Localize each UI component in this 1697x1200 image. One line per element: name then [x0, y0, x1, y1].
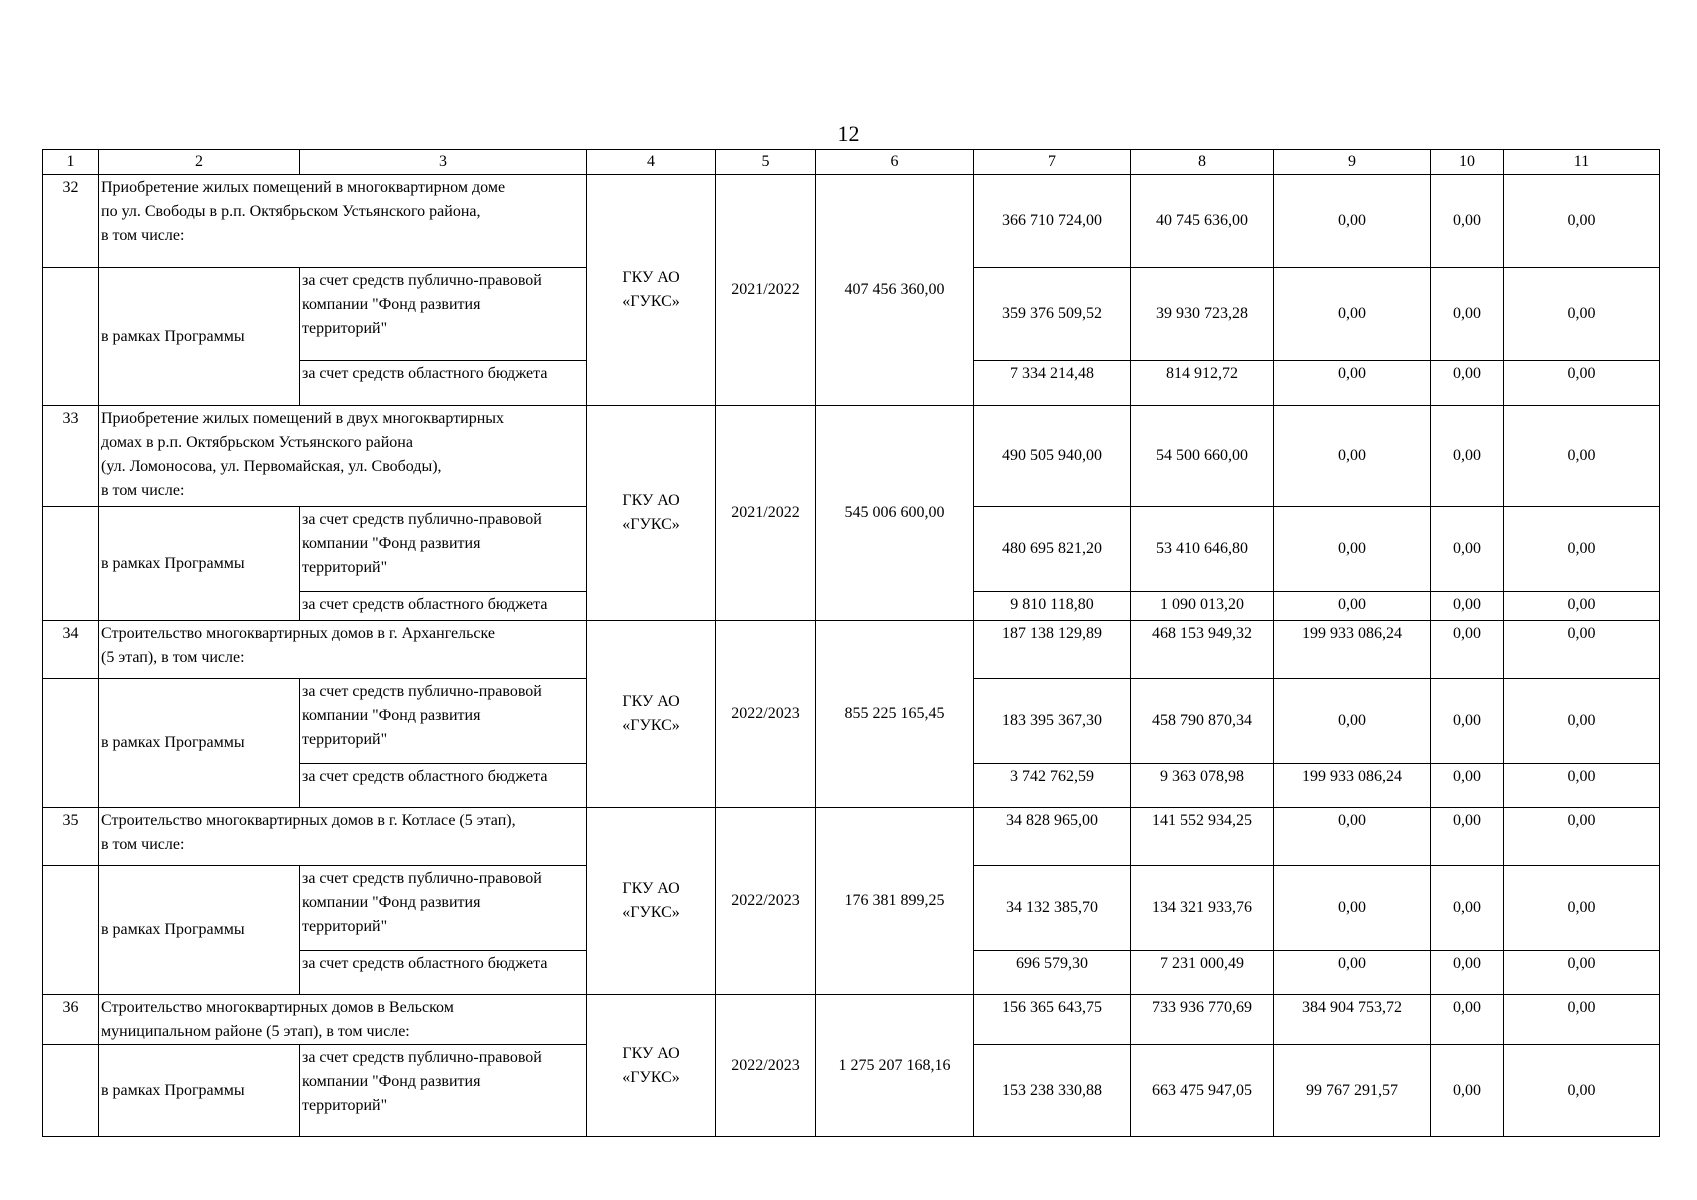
- value-cell: 0,00: [1431, 361, 1504, 406]
- customer-cell: [587, 406, 716, 621]
- value-cell: 54 500 660,00: [1131, 406, 1274, 507]
- table-row: [43, 406, 1660, 507]
- value-cell: 0,00: [1431, 406, 1504, 507]
- object-title: [99, 175, 587, 268]
- text-line: (ул. Ломоносова, ул. Первомайская, ул. Свободы),: [101, 458, 442, 475]
- value-cell: 814 912,72: [1131, 361, 1274, 406]
- text-line: муниципальном районе (5 этап), в том числе:: [101, 1023, 410, 1040]
- text-line: территорий": [302, 320, 388, 337]
- total-cost-cell: 545 006 600,00: [816, 406, 974, 621]
- header-cell: 9: [1274, 150, 1431, 175]
- row-number-empty: [43, 268, 99, 406]
- text-line: «ГУКС»: [622, 516, 680, 533]
- value-cell: 490 505 940,00: [974, 406, 1131, 507]
- header-cell: 8: [1131, 150, 1274, 175]
- value-cell: 0,00: [1431, 951, 1504, 995]
- total-cost-cell: 407 456 360,00: [816, 175, 974, 406]
- value-cell: 0,00: [1431, 507, 1504, 592]
- header-cell: 3: [300, 150, 587, 175]
- text-line: ГКУ АО: [622, 693, 680, 710]
- value-cell: 183 395 367,30: [974, 679, 1131, 764]
- row-number-empty: [43, 866, 99, 995]
- years-cell: 2021/2022: [716, 406, 816, 621]
- value-cell: 99 767 291,57: [1274, 1045, 1431, 1137]
- value-cell: 359 376 509,52: [974, 268, 1131, 361]
- header-cell: 11: [1504, 150, 1660, 175]
- header-cell: 6: [816, 150, 974, 175]
- value-cell: 0,00: [1504, 621, 1660, 679]
- value-cell: 9 363 078,98: [1131, 764, 1274, 808]
- text-line: за счет средств публично-правовой: [302, 511, 542, 528]
- value-cell: 0,00: [1504, 679, 1660, 764]
- text-line: по ул. Свободы в р.п. Октябрьском Устьянского района,: [101, 203, 481, 220]
- table-row: [43, 175, 1660, 268]
- object-title: [99, 995, 587, 1045]
- value-cell: 366 710 724,00: [974, 175, 1131, 268]
- value-cell: 0,00: [1431, 679, 1504, 764]
- row-number: 34: [43, 621, 99, 679]
- value-cell: 480 695 821,20: [974, 507, 1131, 592]
- value-cell: 0,00: [1504, 361, 1660, 406]
- value-cell: 199 933 086,24: [1274, 621, 1431, 679]
- program-label: в рамках Программы: [99, 268, 300, 406]
- value-cell: 0,00: [1504, 175, 1660, 268]
- investment-table: [42, 149, 1660, 1137]
- value-cell: 0,00: [1504, 507, 1660, 592]
- value-cell: 0,00: [1274, 507, 1431, 592]
- row-number-empty: [43, 679, 99, 808]
- value-cell: 40 745 636,00: [1131, 175, 1274, 268]
- value-cell: 7 231 000,49: [1131, 951, 1274, 995]
- text-line: Строительство многоквартирных домов в Вельском: [101, 999, 454, 1016]
- total-cost-cell: 176 381 899,25: [816, 808, 974, 995]
- value-cell: 0,00: [1431, 866, 1504, 951]
- text-line: территорий": [302, 559, 388, 576]
- text-line: Строительство многоквартирных домов в г. Архангельске: [101, 625, 495, 642]
- table-body: [43, 150, 1660, 1137]
- text-line: ГКУ АО: [622, 1044, 680, 1062]
- text-line: за счет средств публично-правовой: [302, 870, 542, 887]
- value-cell: 0,00: [1431, 621, 1504, 679]
- value-cell: 0,00: [1431, 175, 1504, 268]
- value-cell: 199 933 086,24: [1274, 764, 1431, 808]
- value-cell: 0,00: [1274, 268, 1431, 361]
- value-cell: 0,00: [1504, 1045, 1660, 1137]
- text-line: домах в р.п. Октябрьском Устьянского района: [101, 434, 413, 451]
- text-line: в том числе:: [101, 836, 185, 853]
- total-cost-cell: 1 275 207 168,16: [816, 995, 974, 1137]
- text-line: «ГУКС»: [622, 904, 680, 921]
- value-cell: 141 552 934,25: [1131, 808, 1274, 866]
- value-cell: 0,00: [1274, 866, 1431, 951]
- header-cell: 5: [716, 150, 816, 175]
- row-number-empty: [43, 1045, 99, 1137]
- text-line: территорий": [302, 731, 388, 748]
- text-line: ГКУ АО: [622, 880, 680, 897]
- value-cell: 9 810 118,80: [974, 592, 1131, 621]
- value-cell: 53 410 646,80: [1131, 507, 1274, 592]
- budget-source-label: за счет средств областного бюджета: [300, 361, 587, 406]
- text-line: (5 этап), в том числе:: [101, 649, 245, 666]
- row-number: 33: [43, 406, 99, 507]
- table-row: [43, 995, 1660, 1045]
- text-line: компании "Фонд развития: [302, 535, 481, 552]
- value-cell: 0,00: [1504, 406, 1660, 507]
- text-line: за счет средств публично-правовой: [302, 272, 542, 289]
- customer-cell: [587, 808, 716, 995]
- text-line: в том числе:: [101, 482, 185, 499]
- header-cell: 1: [43, 150, 99, 175]
- text-line: «ГУКС»: [622, 717, 680, 734]
- row-number: 36: [43, 995, 99, 1045]
- value-cell: 34 828 965,00: [974, 808, 1131, 866]
- value-cell: 0,00: [1274, 406, 1431, 507]
- value-cell: 0,00: [1431, 764, 1504, 808]
- text-line: Строительство многоквартирных домов в г. Котласе (5 этап),: [101, 812, 516, 829]
- value-cell: 0,00: [1504, 951, 1660, 995]
- program-label: в рамках Программы: [99, 866, 300, 995]
- value-cell: 0,00: [1274, 808, 1431, 866]
- value-cell: 733 936 770,69: [1131, 995, 1274, 1045]
- budget-source-label: за счет средств областного бюджета: [300, 592, 587, 621]
- years-cell: 2021/2022: [716, 175, 816, 406]
- value-cell: 0,00: [1504, 764, 1660, 808]
- value-cell: 0,00: [1274, 592, 1431, 621]
- text-line: за счет средств публично-правовой: [302, 1049, 542, 1066]
- value-cell: 0,00: [1274, 361, 1431, 406]
- value-cell: 156 365 643,75: [974, 995, 1131, 1045]
- value-cell: 0,00: [1504, 808, 1660, 866]
- fund-source-label: [300, 268, 587, 361]
- header-cell: 2: [99, 150, 300, 175]
- value-cell: 153 238 330,88: [974, 1045, 1131, 1137]
- value-cell: 187 138 129,89: [974, 621, 1131, 679]
- value-cell: 384 904 753,72: [1274, 995, 1431, 1045]
- text-line: компании "Фонд развития: [302, 1073, 481, 1090]
- text-line: компании "Фонд развития: [302, 894, 481, 911]
- table-row: [43, 621, 1660, 679]
- text-line: «ГУКС»: [622, 1068, 680, 1086]
- value-cell: 0,00: [1274, 951, 1431, 995]
- budget-source-label: за счет средств областного бюджета: [300, 764, 587, 808]
- budget-source-label: за счет средств областного бюджета: [300, 951, 587, 995]
- header-cell: 4: [587, 150, 716, 175]
- column-number-header: [43, 150, 1660, 175]
- value-cell: 0,00: [1504, 995, 1660, 1045]
- years-cell: 2022/2023: [716, 808, 816, 995]
- program-label: в рамках Программы: [99, 1045, 300, 1137]
- value-cell: 134 321 933,76: [1131, 866, 1274, 951]
- value-cell: 3 742 762,59: [974, 764, 1131, 808]
- customer-cell: [587, 995, 716, 1137]
- value-cell: 0,00: [1274, 679, 1431, 764]
- value-cell: 663 475 947,05: [1131, 1045, 1274, 1137]
- text-line: за счет средств публично-правовой: [302, 683, 542, 700]
- text-line: территорий": [302, 918, 388, 935]
- fund-source-label: [300, 679, 587, 764]
- value-cell: 7 334 214,48: [974, 361, 1131, 406]
- row-number: 32: [43, 175, 99, 268]
- object-title: [99, 621, 587, 679]
- header-cell: 7: [974, 150, 1131, 175]
- years-cell: 2022/2023: [716, 995, 816, 1137]
- text-line: «ГУКС»: [622, 293, 680, 310]
- text-line: Приобретение жилых помещений в многоквартирном доме: [101, 179, 506, 196]
- fund-source-label: [300, 866, 587, 951]
- value-cell: 696 579,30: [974, 951, 1131, 995]
- text-line: компании "Фонд развития: [302, 296, 481, 313]
- row-number-empty: [43, 507, 99, 621]
- value-cell: 39 930 723,28: [1131, 268, 1274, 361]
- text-line: в том числе:: [101, 227, 185, 244]
- text-line: компании "Фонд развития: [302, 707, 481, 724]
- text-line: ГКУ АО: [622, 269, 680, 286]
- value-cell: 0,00: [1431, 808, 1504, 866]
- text-line: Приобретение жилых помещений в двух многоквартирных: [101, 410, 505, 427]
- value-cell: 0,00: [1431, 268, 1504, 361]
- value-cell: 468 153 949,32: [1131, 621, 1274, 679]
- value-cell: 1 090 013,20: [1131, 592, 1274, 621]
- value-cell: 34 132 385,70: [974, 866, 1131, 951]
- fund-source-label: [300, 1045, 587, 1137]
- customer-cell: [587, 175, 716, 406]
- customer-cell: [587, 621, 716, 808]
- value-cell: 0,00: [1274, 175, 1431, 268]
- program-label: в рамках Программы: [99, 679, 300, 808]
- program-label: в рамках Программы: [99, 507, 300, 621]
- value-cell: 0,00: [1504, 866, 1660, 951]
- object-title: [99, 406, 587, 507]
- total-cost-cell: 855 225 165,45: [816, 621, 974, 808]
- page-number: 12: [837, 121, 860, 146]
- value-cell: 458 790 870,34: [1131, 679, 1274, 764]
- text-line: ГКУ АО: [622, 492, 680, 509]
- years-cell: 2022/2023: [716, 621, 816, 808]
- value-cell: 0,00: [1431, 1045, 1504, 1137]
- value-cell: 0,00: [1431, 592, 1504, 621]
- value-cell: 0,00: [1431, 995, 1504, 1045]
- value-cell: 0,00: [1504, 592, 1660, 621]
- table-row: [43, 808, 1660, 866]
- fund-source-label: [300, 507, 587, 592]
- row-number: 35: [43, 808, 99, 866]
- value-cell: 0,00: [1504, 268, 1660, 361]
- header-cell: 10: [1431, 150, 1504, 175]
- object-title: [99, 808, 587, 866]
- text-line: территорий": [302, 1097, 388, 1114]
